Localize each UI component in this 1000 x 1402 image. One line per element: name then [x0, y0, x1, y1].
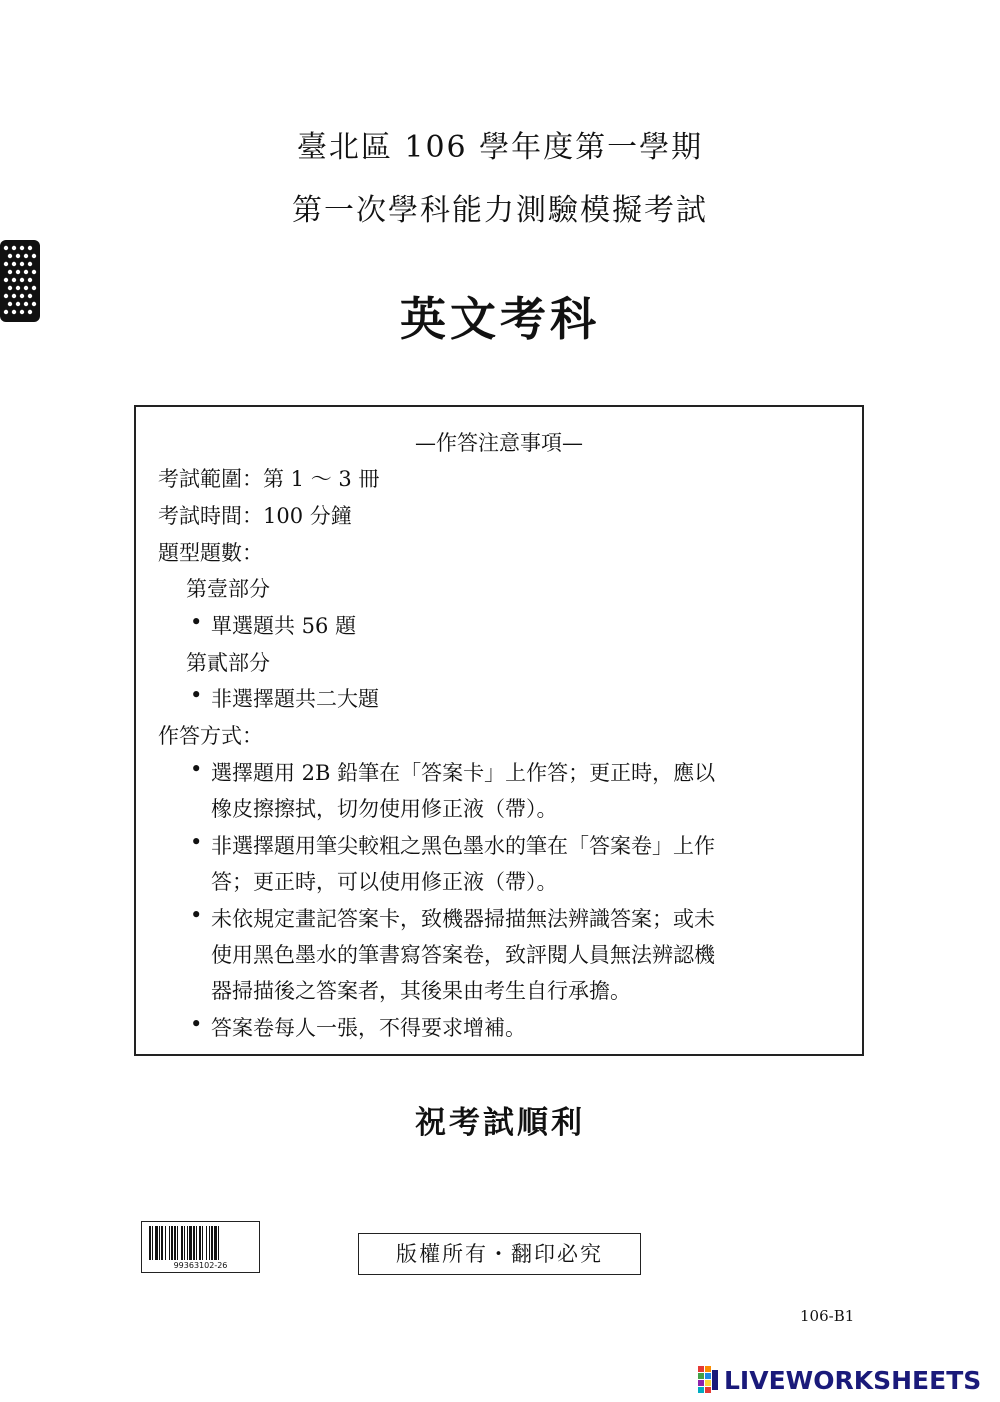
bullet-icon: •: [190, 757, 203, 781]
notice-box: [134, 405, 864, 1056]
liveworksheets-icon: [698, 1366, 720, 1394]
question-types-label: 題型題數：: [158, 541, 263, 565]
exam-code: 106-B1: [800, 1307, 855, 1325]
method-1-line-2: 橡皮擦擦拭，切勿使用修正液（帶）。: [211, 797, 558, 821]
method-3-line-3: 器掃描後之答案者，其後果由考生自行承擔。: [211, 979, 631, 1003]
barcode-number: 99363102-26: [173, 1261, 228, 1270]
bullet-icon: •: [190, 1012, 203, 1036]
notice-title: —作答注意事項—: [415, 431, 583, 455]
bullet-icon: •: [190, 903, 203, 927]
method-3-line-1: 未依規定畫記答案卡，致機器掃描無法辨識答案；或未: [211, 907, 715, 931]
exam-time: 考試時間：100 分鐘: [158, 504, 352, 528]
header-school-term: 臺北區 106 學年度第一學期: [296, 130, 704, 165]
part-one-item: 單選題共 56 題: [211, 614, 357, 638]
bullet-icon: •: [190, 830, 203, 854]
method-1-line-1: 選擇題用 2B 鉛筆在「答案卡」上作答；更正時，應以: [211, 761, 716, 785]
copyright-notice: 版權所有・翻印必究: [358, 1233, 641, 1275]
page-title: 英文考科: [400, 292, 600, 346]
method-3-line-2: 使用黑色墨水的筆書寫答案卷，致評閱人員無法辨認機: [211, 943, 715, 967]
bullet-icon: •: [190, 610, 203, 634]
part-one-label: 第壹部分: [186, 577, 270, 601]
barcode-bars: [143, 1226, 259, 1262]
barcode: [141, 1221, 260, 1273]
part-two-label: 第貳部分: [186, 651, 270, 675]
header-exam-name: 第一次學科能力測驗模擬考試: [292, 193, 708, 228]
good-luck-message: 祝考試順利: [415, 1105, 585, 1141]
method-2-line-2: 答；更正時，可以使用修正液（帶）。: [211, 870, 558, 894]
part-two-item: 非選擇題共二大題: [211, 687, 379, 711]
exam-range: 考試範圍：第 1 ～ 3 冊: [158, 467, 380, 491]
method-2-line-1: 非選擇題用筆尖較粗之黑色墨水的筆在「答案卷」上作: [211, 834, 715, 858]
liveworksheets-logo: [698, 1364, 981, 1396]
liveworksheets-text: LIVEWORKSHEETS: [724, 1365, 982, 1395]
answer-method-label: 作答方式：: [158, 724, 263, 748]
bullet-icon: •: [190, 683, 203, 707]
method-4-line-1: 答案卷每人一張，不得要求增補。: [211, 1016, 526, 1040]
